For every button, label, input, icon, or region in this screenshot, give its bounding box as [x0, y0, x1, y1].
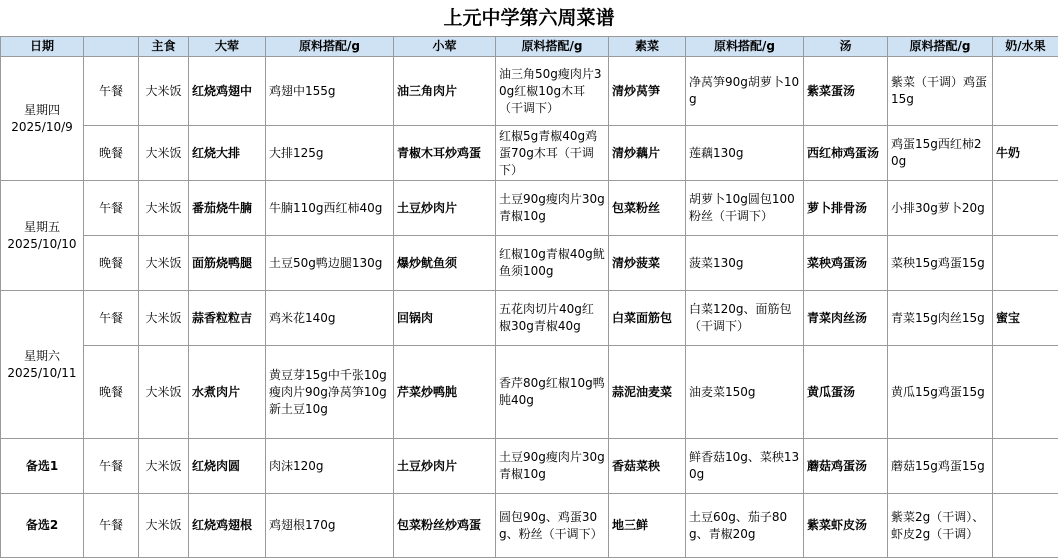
meal-cell: 午餐 [84, 439, 139, 494]
milk-fruit-cell [993, 57, 1058, 126]
vegetable-ingredients-cell: 菠菜130g [686, 236, 804, 291]
vegetable-cell: 香菇菜秧 [609, 439, 686, 494]
meal-cell: 午餐 [84, 494, 139, 558]
soup-ingredients-cell: 黄瓜15g鸡蛋15g [888, 346, 993, 439]
day-label: 星期六 [4, 348, 80, 365]
soup-ingredients-cell: 紫菜2g（干调）、虾皮2g（干调） [888, 494, 993, 558]
day-date: 2025/10/11 [4, 365, 80, 382]
day-cell [1, 57, 84, 181]
main-ingredients-cell: 大排125g [266, 126, 394, 181]
staple-cell: 大米饭 [139, 494, 189, 558]
staple-cell: 大米饭 [139, 439, 189, 494]
meal-cell: 晚餐 [84, 126, 139, 181]
header-cell-minor-dish: 小荤 [394, 37, 496, 57]
minor-dish-cell: 土豆炒肉片 [394, 439, 496, 494]
table-row [1, 494, 1058, 558]
main-dish-cell: 水煮肉片 [189, 346, 266, 439]
main-ingredients-cell: 土豆50g鸭边腿130g [266, 236, 394, 291]
soup-ingredients-cell: 鸡蛋15g西红柿20g [888, 126, 993, 181]
staple-cell: 大米饭 [139, 291, 189, 346]
table-row [1, 126, 1058, 181]
day-label: 星期四 [4, 102, 80, 119]
table-row [1, 346, 1058, 439]
header-cell-main-ingredients: 原料搭配/g [266, 37, 394, 57]
minor-ingredients-cell: 红椒10g青椒40g鱿鱼须100g [496, 236, 609, 291]
staple-cell: 大米饭 [139, 126, 189, 181]
main-dish-cell: 红烧肉圆 [189, 439, 266, 494]
vegetable-cell: 清炒莴笋 [609, 57, 686, 126]
minor-ingredients-cell: 红椒5g青椒40g鸡蛋70g木耳（干调下） [496, 126, 609, 181]
minor-dish-cell: 土豆炒肉片 [394, 181, 496, 236]
main-ingredients-cell: 肉沫120g [266, 439, 394, 494]
day-label: 备选1 [4, 458, 80, 475]
main-ingredients-cell: 牛腩110g西红柿40g [266, 181, 394, 236]
main-ingredients-cell: 黄豆芽15g中千张10g瘦肉片90g净莴笋10g新土豆10g [266, 346, 394, 439]
day-cell [1, 439, 84, 494]
staple-cell: 大米饭 [139, 57, 189, 126]
vegetable-ingredients-cell: 土豆60g、茄子80g、青椒20g [686, 494, 804, 558]
milk-fruit-cell [993, 236, 1058, 291]
header-cell-staple: 主食 [139, 37, 189, 57]
main-dish-cell: 番茄烧牛腩 [189, 181, 266, 236]
soup-cell: 萝卜排骨汤 [804, 181, 888, 236]
soup-cell: 紫菜蛋汤 [804, 57, 888, 126]
minor-ingredients-cell: 香芹80g红椒10g鸭肫40g [496, 346, 609, 439]
meal-cell: 午餐 [84, 181, 139, 236]
meal-cell: 晚餐 [84, 236, 139, 291]
main-ingredients-cell: 鸡翅根170g [266, 494, 394, 558]
soup-cell: 黄瓜蛋汤 [804, 346, 888, 439]
day-date: 2025/10/10 [4, 236, 80, 253]
header-cell-minor-ingredients: 原料搭配/g [496, 37, 609, 57]
header-cell-vegetable: 素菜 [609, 37, 686, 57]
header-cell-main-dish: 大荤 [189, 37, 266, 57]
vegetable-ingredients-cell: 油麦菜150g [686, 346, 804, 439]
day-date: 2025/10/9 [4, 119, 80, 136]
staple-cell: 大米饭 [139, 181, 189, 236]
main-ingredients-cell: 鸡米花140g [266, 291, 394, 346]
day-label: 备选2 [4, 517, 80, 534]
day-label: 星期五 [4, 219, 80, 236]
minor-ingredients-cell: 圆包90g、鸡蛋30g、粉丝（干调下） [496, 494, 609, 558]
table-row [1, 236, 1058, 291]
header-cell-vegetable-ingredients: 原料搭配/g [686, 37, 804, 57]
day-cell [1, 494, 84, 558]
main-dish-cell: 红烧鸡翅根 [189, 494, 266, 558]
header-cell-milk-fruit: 奶/水果 [993, 37, 1058, 57]
day-cell [1, 181, 84, 291]
vegetable-ingredients-cell: 白菜120g、面筋包（干调下） [686, 291, 804, 346]
meal-cell: 晚餐 [84, 346, 139, 439]
soup-cell: 紫菜虾皮汤 [804, 494, 888, 558]
soup-cell: 西红柿鸡蛋汤 [804, 126, 888, 181]
table-row [1, 291, 1058, 346]
main-dish-cell: 面筋烧鸭腿 [189, 236, 266, 291]
minor-dish-cell: 青椒木耳炒鸡蛋 [394, 126, 496, 181]
staple-cell: 大米饭 [139, 236, 189, 291]
vegetable-cell: 包菜粉丝 [609, 181, 686, 236]
table-row [1, 181, 1058, 236]
table-row [1, 439, 1058, 494]
soup-cell: 菜秧鸡蛋汤 [804, 236, 888, 291]
header-cell-meal [84, 37, 139, 57]
vegetable-cell: 清炒菠菜 [609, 236, 686, 291]
menu-table [0, 36, 1058, 558]
table-row [1, 57, 1058, 126]
vegetable-ingredients-cell: 净莴笋90g胡萝卜10g [686, 57, 804, 126]
staple-cell: 大米饭 [139, 346, 189, 439]
milk-fruit-cell [993, 181, 1058, 236]
vegetable-ingredients-cell: 鲜香菇10g、菜秧130g [686, 439, 804, 494]
vegetable-ingredients-cell: 胡萝卜10g圆包100粉丝（干调下） [686, 181, 804, 236]
page-title: 上元中学第六周菜谱 [0, 0, 1058, 36]
milk-fruit-cell [993, 439, 1058, 494]
minor-dish-cell: 回锅肉 [394, 291, 496, 346]
header-cell-soup: 汤 [804, 37, 888, 57]
milk-fruit-cell: 蜜宝 [993, 291, 1058, 346]
minor-ingredients-cell: 土豆90g瘦肉片30g青椒10g [496, 439, 609, 494]
minor-ingredients-cell: 油三角50g瘦肉片30g红椒10g木耳（干调下） [496, 57, 609, 126]
day-cell [1, 291, 84, 439]
meal-cell: 午餐 [84, 57, 139, 126]
minor-ingredients-cell: 土豆90g瘦肉片30g青椒10g [496, 181, 609, 236]
minor-ingredients-cell: 五花肉切片40g红椒30g青椒40g [496, 291, 609, 346]
header-row [1, 37, 1058, 57]
soup-ingredients-cell: 菜秧15g鸡蛋15g [888, 236, 993, 291]
soup-ingredients-cell: 青菜15g肉丝15g [888, 291, 993, 346]
vegetable-cell: 蒜泥油麦菜 [609, 346, 686, 439]
vegetable-cell: 白菜面筋包 [609, 291, 686, 346]
soup-ingredients-cell: 紫菜（干调）鸡蛋15g [888, 57, 993, 126]
milk-fruit-cell: 牛奶 [993, 126, 1058, 181]
vegetable-cell: 清炒藕片 [609, 126, 686, 181]
main-dish-cell: 红烧大排 [189, 126, 266, 181]
meal-cell: 午餐 [84, 291, 139, 346]
milk-fruit-cell [993, 346, 1058, 439]
soup-cell: 蘑菇鸡蛋汤 [804, 439, 888, 494]
milk-fruit-cell [993, 494, 1058, 558]
main-dish-cell: 红烧鸡翅中 [189, 57, 266, 126]
minor-dish-cell: 油三角肉片 [394, 57, 496, 126]
header-cell-soup-ingredients: 原料搭配/g [888, 37, 993, 57]
soup-cell: 青菜肉丝汤 [804, 291, 888, 346]
vegetable-cell: 地三鲜 [609, 494, 686, 558]
minor-dish-cell: 包菜粉丝炒鸡蛋 [394, 494, 496, 558]
minor-dish-cell: 爆炒鱿鱼须 [394, 236, 496, 291]
main-dish-cell: 蒜香粒粒吉 [189, 291, 266, 346]
header-cell-date: 日期 [1, 37, 84, 57]
vegetable-ingredients-cell: 莲藕130g [686, 126, 804, 181]
main-ingredients-cell: 鸡翅中155g [266, 57, 394, 126]
minor-dish-cell: 芹菜炒鸭肫 [394, 346, 496, 439]
soup-ingredients-cell: 蘑菇15g鸡蛋15g [888, 439, 993, 494]
soup-ingredients-cell: 小排30g萝卜20g [888, 181, 993, 236]
